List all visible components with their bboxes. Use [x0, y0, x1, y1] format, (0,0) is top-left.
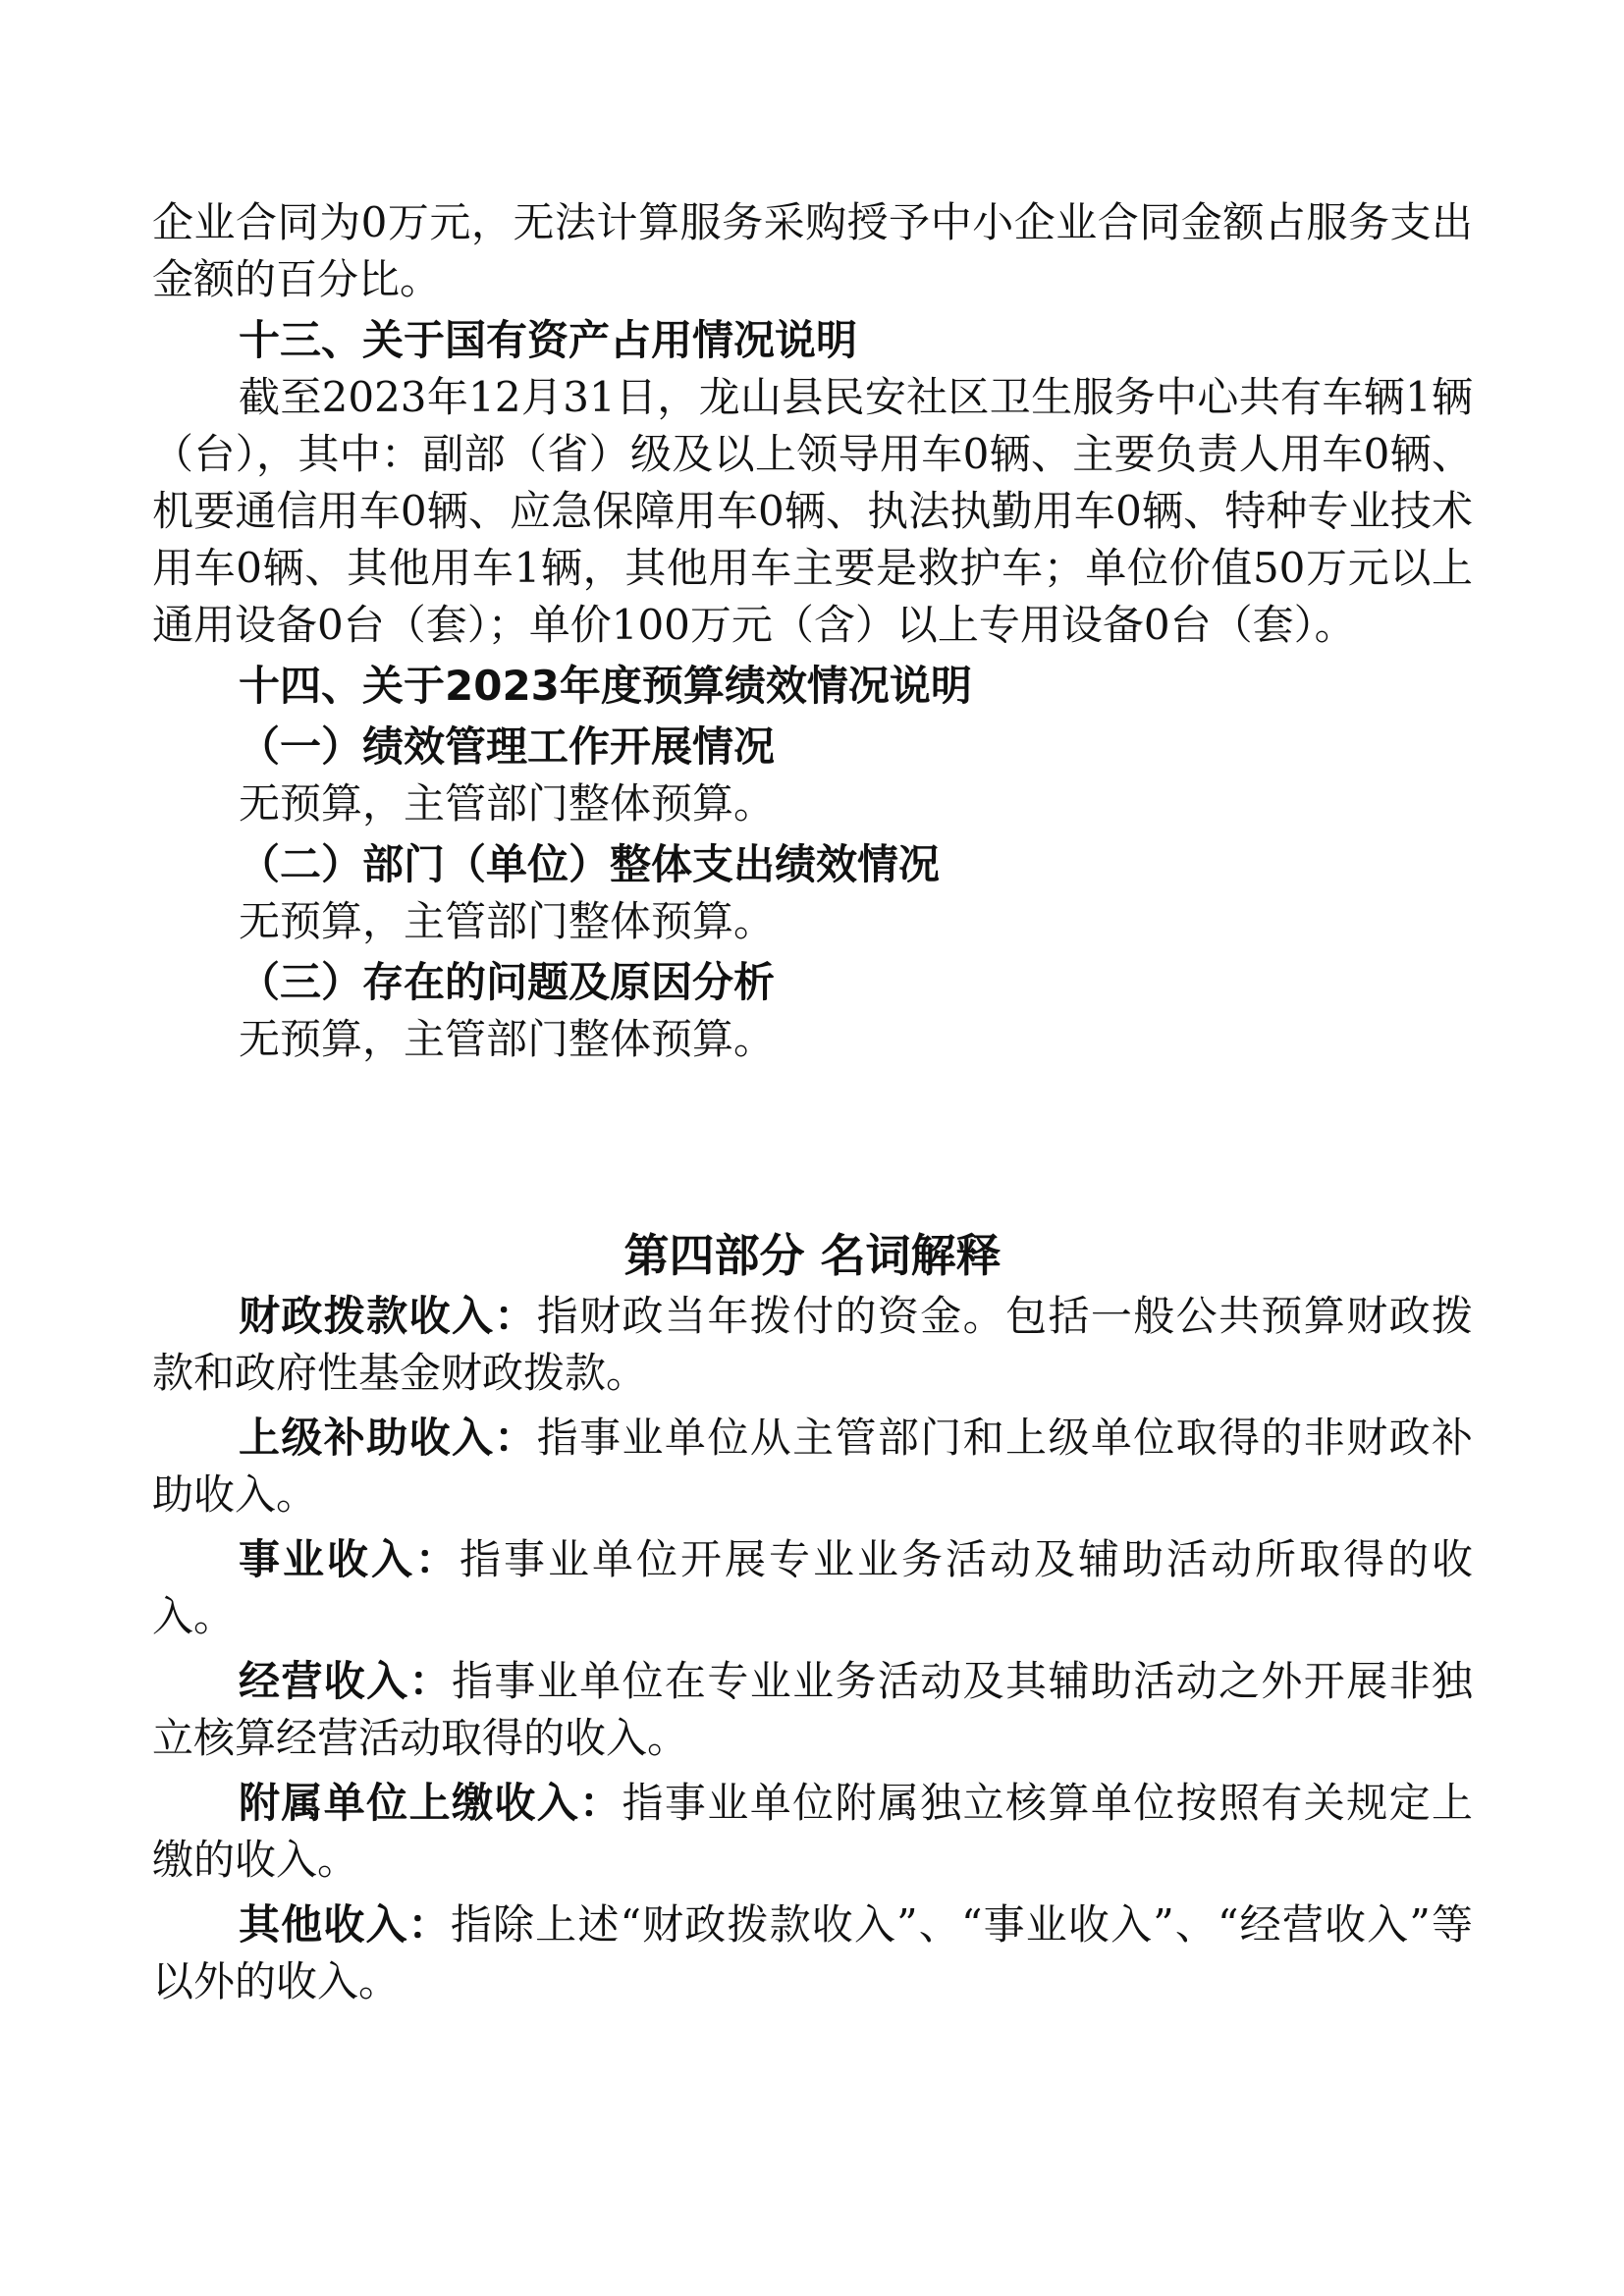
term-definition: 指事业单位开展专业业务活动及辅助活动所取得的收入。 — [152, 1535, 1473, 1640]
term-label: 其他收入： — [239, 1900, 451, 1949]
section13-body: 截至2023年12月31日，龙山县民安社区卫生服务中心共有车辆1辆（台），其中：副部（省）级及以上领导用车0辆、主要负责人用车0辆、机要通信用车0辆、应急保障用车0辆、执法执勤用车0辆、特种专业技术用车0辆、其他用车1辆，其他用车主要是救护车；单位价值50万元以上通用设备0台（套）；单价100万元（含）以上专用设备0台（套）。 — [152, 373, 1473, 649]
section14-item-3-title: （三）存在的问题及原因分析 — [239, 958, 776, 1006]
page-content — [152, 194, 1473, 2010]
term-paragraph-2 — [152, 1410, 1473, 1523]
term-label: 附属单位上缴收入： — [239, 1779, 623, 1827]
term-paragraph-1 — [152, 1288, 1473, 1402]
term-definition: 指除上述“财政拨款收入”、“事业收入”、“经营收入”等以外的收入。 — [152, 1900, 1473, 2005]
section14-item-2-title: （二）部门（单位）整体支出绩效情况 — [239, 840, 941, 888]
section14-item-1-body: 无预算，主管部门整体预算。 — [239, 779, 776, 828]
term-definition: 指事业单位附属独立核算单位按照有关规定上缴的收入。 — [152, 1779, 1473, 1884]
term-paragraph-5 — [152, 1775, 1473, 1889]
part4-title: 第四部分 名词解释 — [623, 1229, 1001, 1282]
term-label: 上级补助收入： — [239, 1414, 537, 1462]
section14-item-1-title: （一）绩效管理工作开展情况 — [239, 722, 776, 771]
section14-item-3-body: 无预算，主管部门整体预算。 — [239, 1015, 776, 1063]
term-paragraph-4 — [152, 1653, 1473, 1767]
term-label: 经营收入： — [239, 1657, 452, 1705]
term-paragraph-6 — [152, 1896, 1473, 2010]
term-definition: 指事业单位在专业业务活动及其辅助活动之外开展非独立核算经营活动取得的收入。 — [152, 1657, 1473, 1762]
term-label: 财政拨款收入： — [239, 1292, 537, 1340]
term-paragraph-3 — [152, 1531, 1473, 1645]
section14-heading: 十四、关于2023年度预算绩效情况说明 — [239, 662, 972, 710]
term-label: 事业收入： — [239, 1535, 460, 1583]
section12-tail-paragraph: 企业合同为0万元，无法计算服务采购授予中小企业合同金额占服务支出金额的百分比。 — [152, 198, 1473, 303]
term-definition: 指财政当年拨付的资金。包括一般公共预算财政拨款和政府性基金财政拨款。 — [152, 1292, 1473, 1397]
section13-heading: 十三、关于国有资产占用情况说明 — [239, 316, 858, 364]
term-definition: 指事业单位从主管部门和上级单位取得的非财政补助收入。 — [152, 1414, 1473, 1519]
section14-item-2-body: 无预算，主管部门整体预算。 — [239, 897, 776, 945]
